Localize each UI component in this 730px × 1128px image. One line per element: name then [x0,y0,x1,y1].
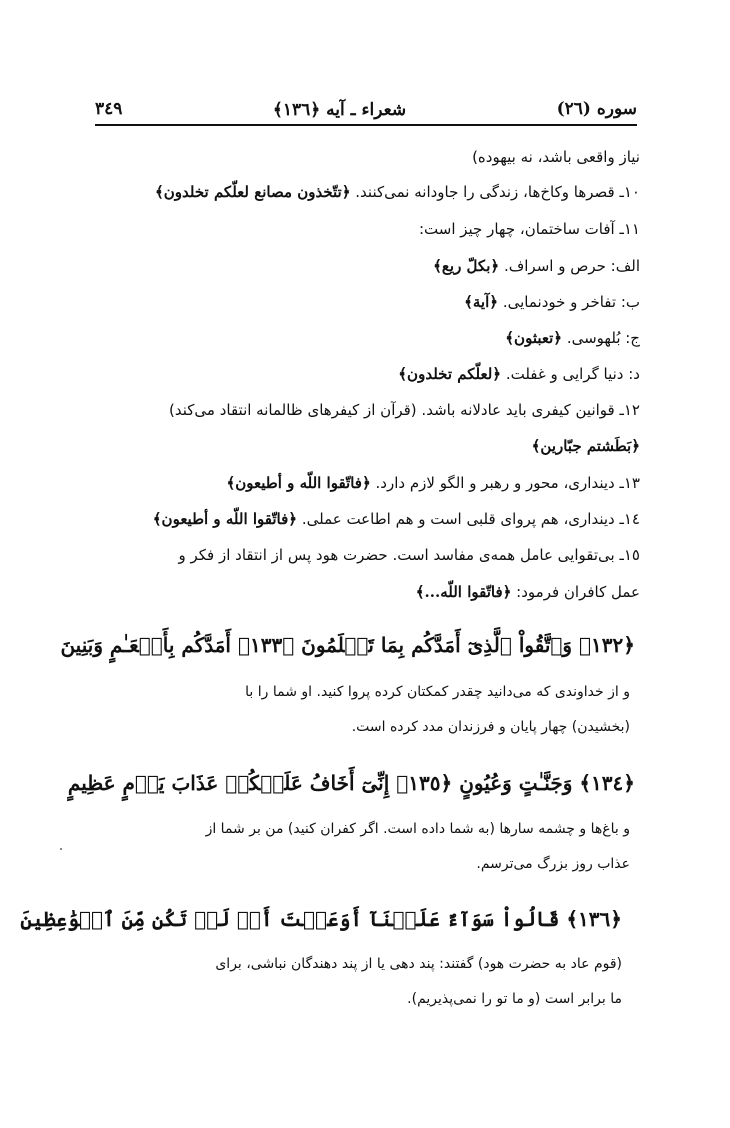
surah-title: شعراء ـ آيه ﴿١٣٦﴾ [272,99,407,120]
verse-translation: و باغ‌ها و چشمه سارها (به شما داده است. اگر كفران كنيد) من بر شما از [205,821,630,837]
verse-translation: و از خداوندى كه مى‌دانيد چقدر كمكتان كرده پروا كنيد. او شما را با [245,684,630,700]
note-line: ١٤ـ دينداری، هم پروای قلبى است و هم اطاعت عملى. ﴿فاتّقوا اللّه و أطيعون﴾ [152,510,640,528]
page-number: ٣٤٩ [95,99,123,119]
surah-label: سوره (٢٦) [556,99,637,119]
header-rule [95,124,637,126]
note-line: ﴿بَطَشتم جبّارين﴾ [531,437,640,455]
quran-verse: ﴿١٣٢﴾ وَٱتَّقُواْ ٱلَّذِىٓ أَمَدَّكُم بِمَا تَعۡلَمُونَ ﴿١٣٣﴾ أَمَدَّكُم بِأَنۡعَـٰمٍ وَبَنِينَ [60,633,635,657]
note-line: ١٥ـ بى‌تقوايى عامل همه‌ى مفاسد است. حضرت هود پس از انتقاد از فكر و [178,546,640,564]
verse-translation: ما برابر است (و ما تو را نمى‌پذيريم). [407,991,622,1007]
note-line: ب: تفاخر و خودنمايى. ﴿آية﴾ [464,293,640,311]
note-line: ج: بُلهوسى. ﴿تعبثون﴾ [505,329,640,347]
note-line: ١١ـ آفات ساختمان، چهار چيز است: [418,220,640,238]
quran-verse: ﴿١٣٦﴾ قَالُواْ سَوَآءٌ عَلَيۡنَآ أَوَعَظۡتَ أَمۡ لَمۡ تَكُن مِّنَ ٱلۡوَٰعِظِينَ [20,907,622,931]
note-line: ١٠ـ قصرها وكاخ‌ها، زندگى را جاودانه نمى‌كنند. ﴿تتّخذون مصانع لعلّكم تخلدون﴾ [154,183,640,201]
note-line: عمل كافران فرمود: ﴿فاتّقوا اللّه...﴾ [415,583,640,601]
scan-speck [60,848,62,850]
verse-translation: عذاب روز بزرگ مى‌ترسم. [476,856,630,872]
page-header [95,96,637,122]
note-line: نياز واقعى باشد، نه بيهوده) [472,148,640,166]
verse-translation: (بخشيدن) چهار پايان و فرزندان مدد كرده است. [351,719,630,735]
note-line: د: دنيا گرايى و غفلت. ﴿لعلّكم تخلدون﴾ [398,365,640,383]
note-line: الف: حرص و اسراف. ﴿بكلّ ريع﴾ [433,257,640,275]
note-line: ١٣ـ دينداری، محور و رهبر و الگو لازم دارد. ﴿فاتّقوا اللّه و أطيعون﴾ [226,474,640,492]
quran-verse: ﴿١٣٤﴾ وَجَنَّـٰتٍ وَعُيُونٍ ﴿١٣٥﴾ إِنِّىٓ أَخَافُ عَلَيۡكُمۡ عَذَابَ يَوۡمٍ عَظِيمٍ [67,771,635,795]
note-line: ١٢ـ قوانين كيفرى بايد عادلانه باشد. (قرآن از كيفرهاى ظالمانه انتقاد مى‌كند) [169,401,640,419]
verse-translation: (قوم عاد به حضرت هود) گفتند: پند دهى يا از پند دهندگان نباشى، براى [215,956,622,972]
